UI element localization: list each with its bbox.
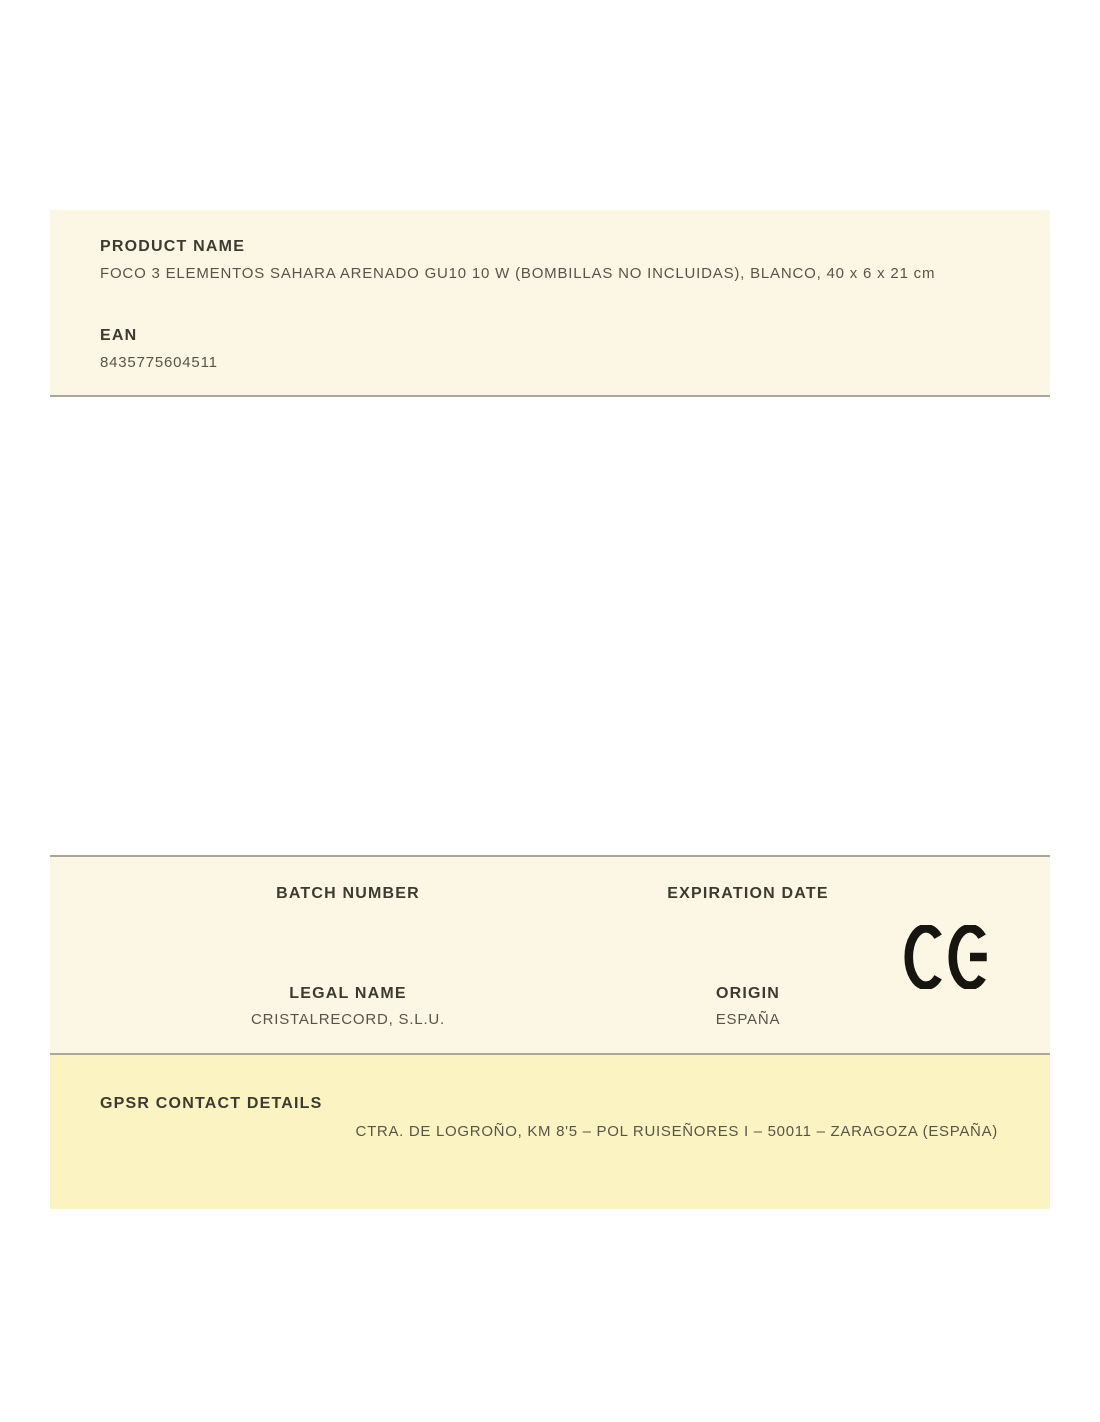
origin-field [548,985,948,1028]
product-name-label: PRODUCT NAME [100,238,246,255]
legal-name-label: LEGAL NAME [289,985,407,1002]
expiration-date-field [548,885,948,911]
legal-name-value: CRISTALRECORD, S.L.U. [250,1011,446,1028]
batch-number-field [148,885,548,911]
gpsr-section [50,1055,1050,1209]
origin-label: ORIGIN [715,985,781,1002]
ean-value: 8435775604511 [100,354,218,371]
info-row-1 [148,885,1050,911]
gpsr-contact-address: CTRA. DE LOGROÑO, KM 8'5 – POL RUISEÑORES I – 50011 – ZARAGOZA (ESPAÑA) [355,1123,998,1140]
ean-label: EAN [100,327,138,344]
product-section [50,210,1050,397]
product-name-value: FOCO 3 ELEMENTOS SAHARA ARENADO GU10 10 W (BOMBILLAS NO INCLUIDAS), BLANCO, 40 x 6 x 21 cm [100,265,936,282]
info-section [50,855,1050,1055]
gpsr-contact-label: GPSR CONTACT DETAILS [100,1095,323,1112]
legal-name-field [148,985,548,1028]
origin-value: ESPAÑA [715,1011,781,1028]
info-row-2 [148,985,1050,1028]
batch-number-label: BATCH NUMBER [276,885,420,902]
expiration-date-label: EXPIRATION DATE [667,885,829,902]
ce-mark-icon [904,925,992,989]
